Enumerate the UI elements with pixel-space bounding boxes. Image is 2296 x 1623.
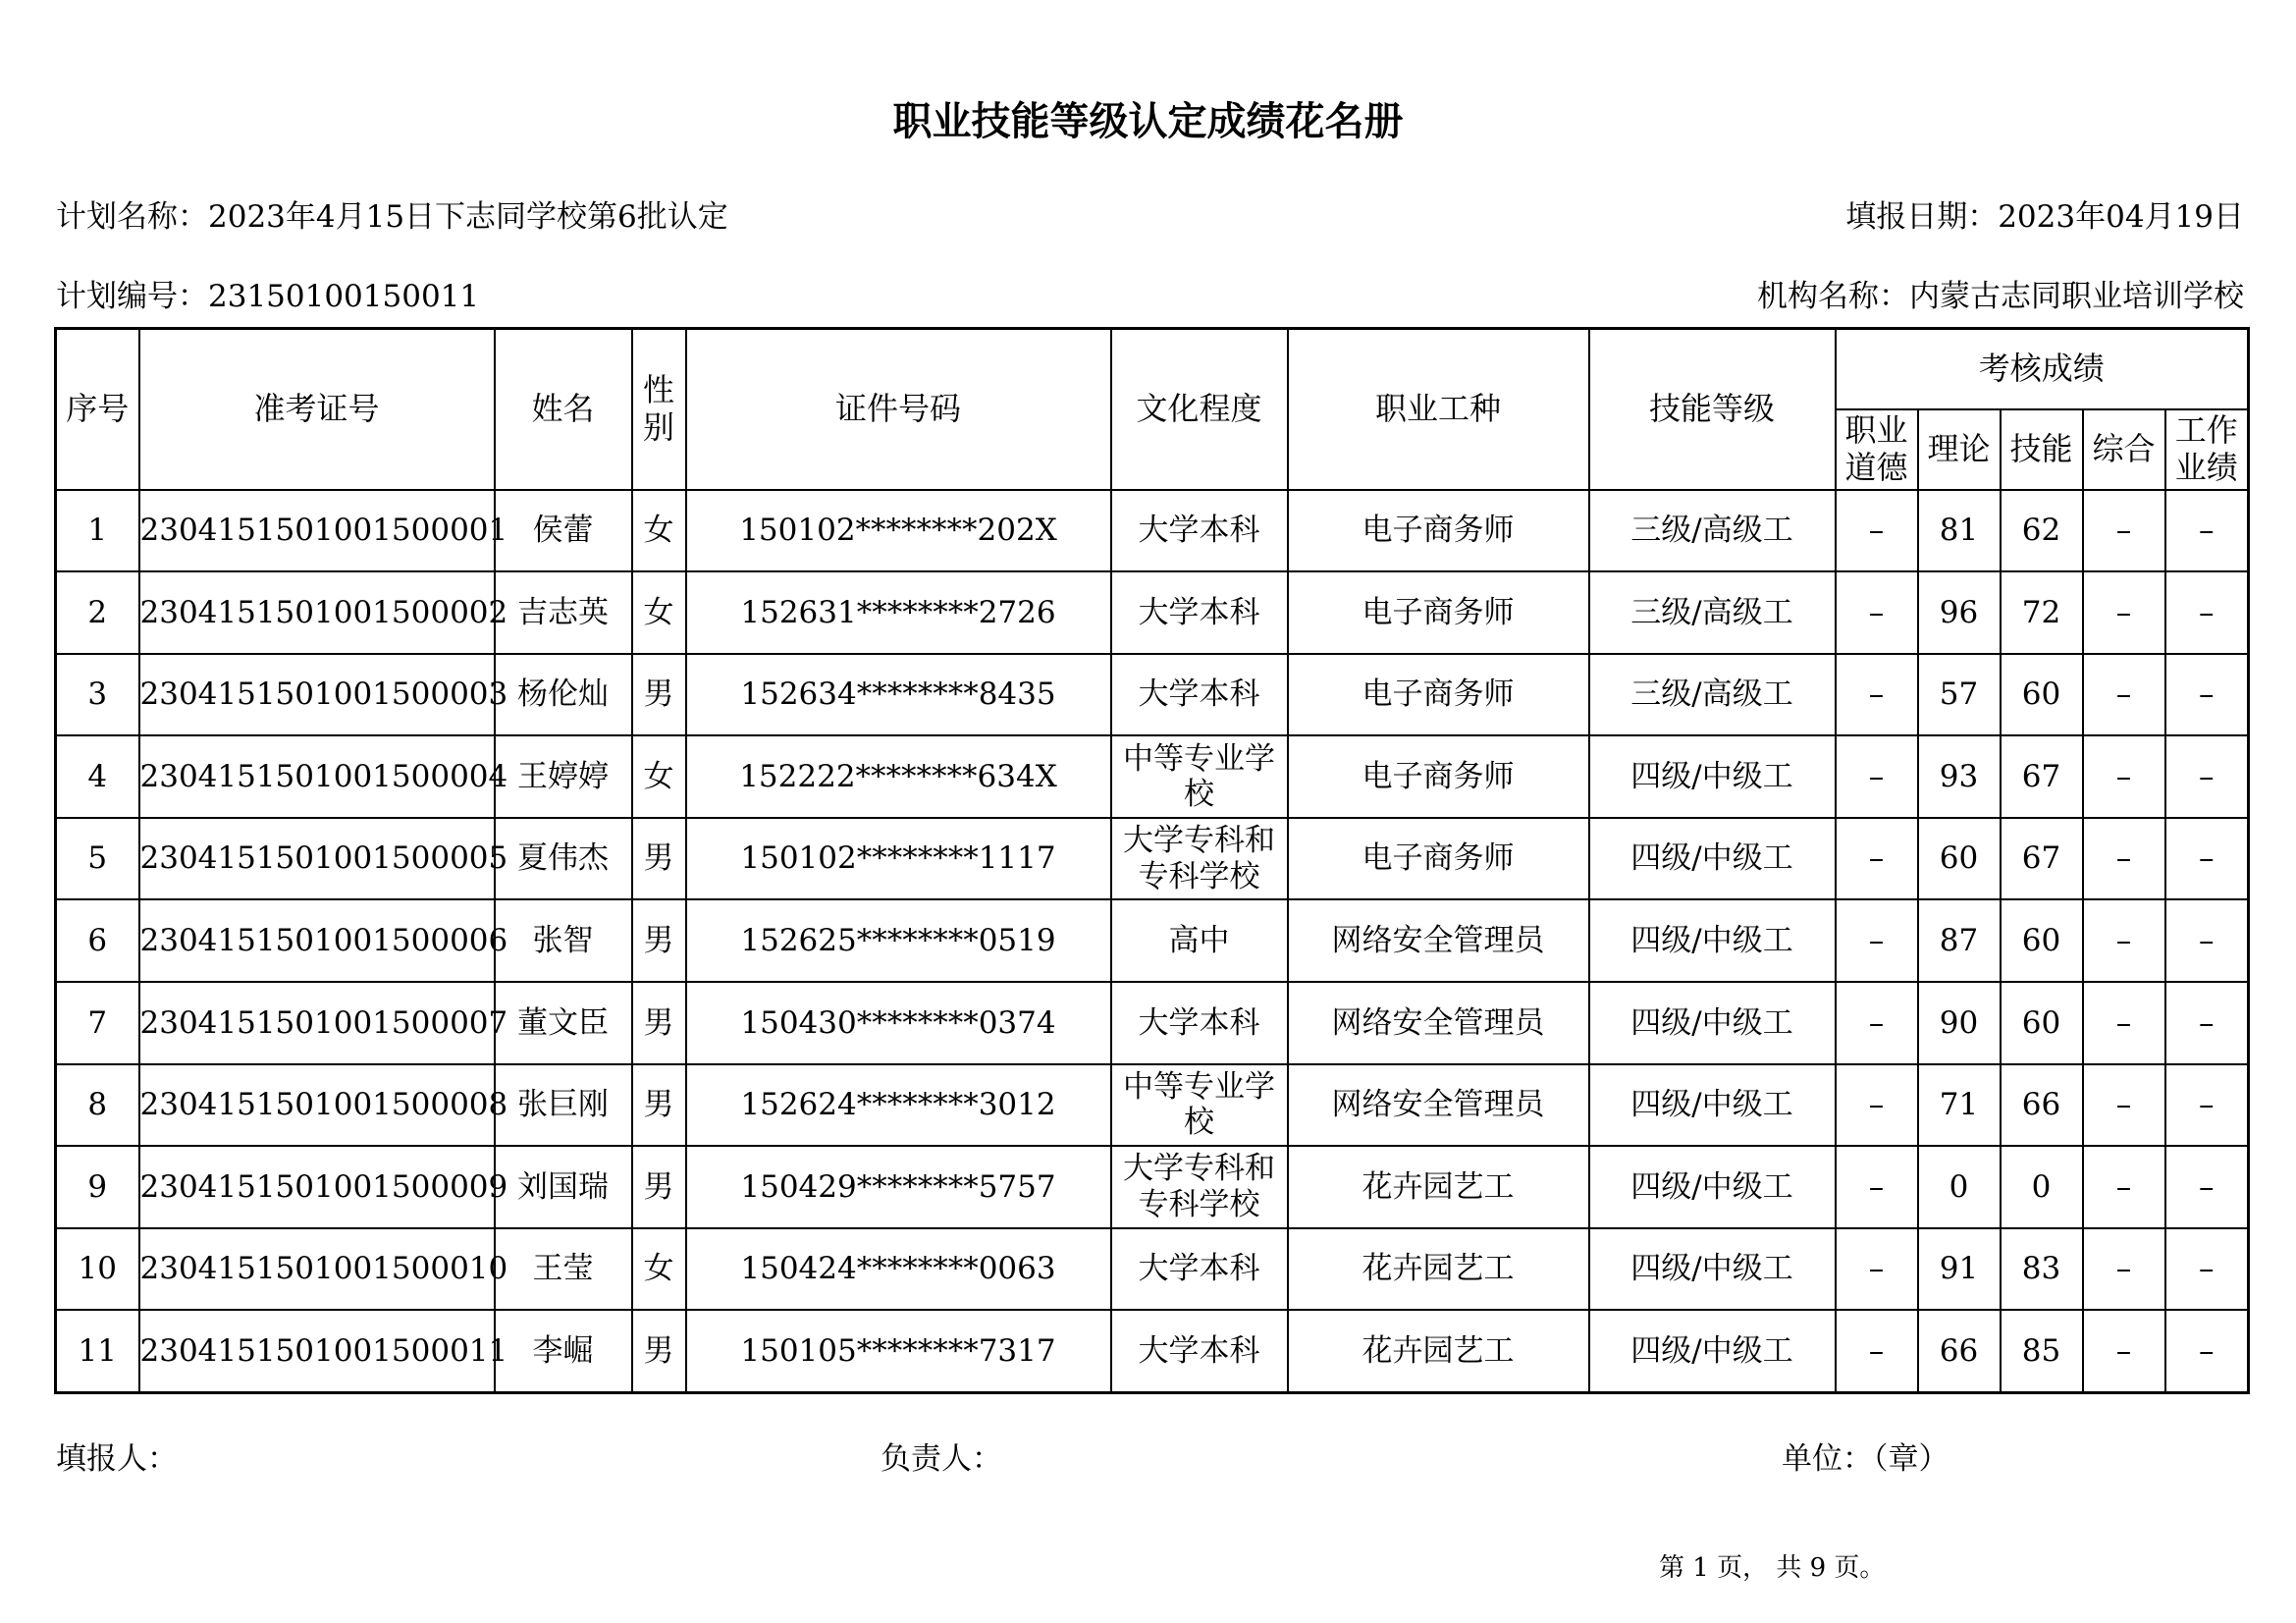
cell-seq: 4 xyxy=(56,735,139,818)
header-name: 姓名 xyxy=(495,329,632,490)
footer-unit: 单位：（章） xyxy=(1782,1441,1949,1477)
cell-seq: 2 xyxy=(56,571,139,654)
cell-ethics: – xyxy=(1836,654,1918,736)
cell-gender: 男 xyxy=(632,1146,686,1228)
cell-name: 王莹 xyxy=(495,1228,632,1311)
cell-level: 四级/中级工 xyxy=(1589,735,1836,818)
cell-edu-line1: 大学本科 xyxy=(1138,676,1260,713)
cell-gender: 男 xyxy=(632,1064,686,1147)
cell-name: 夏伟杰 xyxy=(495,818,632,900)
cell-exam-no: 2304151501001500010 xyxy=(139,1228,495,1311)
header-id-no: 证件号码 xyxy=(686,329,1111,490)
cell-theory: 66 xyxy=(1918,1310,2001,1392)
org-label: 机构名称： xyxy=(1757,279,1909,314)
table-row xyxy=(56,490,2249,572)
cell-ethics: – xyxy=(1836,735,1918,818)
page-title: 职业技能等级认定成绩花名册 xyxy=(892,99,1404,144)
cell-occupation: 电子商务师 xyxy=(1288,571,1589,654)
cell-skill: 67 xyxy=(2001,818,2083,900)
cell-theory: 71 xyxy=(1918,1064,2001,1147)
cell-level: 四级/中级工 xyxy=(1589,1228,1836,1311)
cell-work: – xyxy=(2165,490,2249,572)
cell-skill: 62 xyxy=(2001,490,2083,572)
cell-level: 四级/中级工 xyxy=(1589,1064,1836,1147)
cell-edu xyxy=(1111,1064,1288,1147)
cell-work: – xyxy=(2165,735,2249,818)
cell-gender: 男 xyxy=(632,1310,686,1392)
header-occupation: 职业工种 xyxy=(1288,329,1589,490)
cell-ethics: – xyxy=(1836,899,1918,982)
header-theory: 理论 xyxy=(1918,409,2001,490)
cell-skill: 60 xyxy=(2001,982,2083,1064)
cell-overall: – xyxy=(2083,490,2165,572)
cell-edu-line1: 大学专科和 xyxy=(1123,823,1275,859)
cell-work: – xyxy=(2165,1146,2249,1228)
cell-occupation: 网络安全管理员 xyxy=(1288,982,1589,1064)
cell-id-no: 150102********202X xyxy=(686,490,1111,572)
score-roster-table xyxy=(54,327,2250,1394)
cell-id-no: 152625********0519 xyxy=(686,899,1111,982)
cell-name: 侯蕾 xyxy=(495,490,632,572)
cell-edu-line1: 大学本科 xyxy=(1138,513,1260,548)
plan-name xyxy=(56,191,728,236)
cell-name: 吉志英 xyxy=(495,571,632,654)
cell-id-no: 150430********0374 xyxy=(686,982,1111,1064)
cell-name: 董文臣 xyxy=(495,982,632,1064)
cell-skill: 60 xyxy=(2001,899,2083,982)
cell-exam-no: 2304151501001500008 xyxy=(139,1064,495,1147)
cell-level: 三级/高级工 xyxy=(1589,654,1836,736)
header-gender xyxy=(632,329,686,490)
cell-work: – xyxy=(2165,818,2249,900)
cell-theory: 90 xyxy=(1918,982,2001,1064)
cell-gender: 女 xyxy=(632,1228,686,1311)
cell-edu xyxy=(1111,982,1288,1064)
cell-level: 四级/中级工 xyxy=(1589,818,1836,900)
cell-id-no: 150105********7317 xyxy=(686,1310,1111,1392)
header-gender-line2: 别 xyxy=(642,407,674,446)
cell-gender: 女 xyxy=(632,490,686,572)
report-date-label: 填报日期： xyxy=(1845,199,1999,235)
plan-code-value: 23150100150011 xyxy=(208,279,480,314)
cell-edu xyxy=(1111,899,1288,982)
cell-name: 王婷婷 xyxy=(495,735,632,818)
cell-skill: 72 xyxy=(2001,571,2083,654)
cell-work: – xyxy=(2165,654,2249,736)
cell-overall: – xyxy=(2083,899,2165,982)
cell-edu-line2: 校 xyxy=(1184,777,1214,813)
cell-edu xyxy=(1111,1228,1288,1311)
cell-edu xyxy=(1111,654,1288,736)
cell-edu xyxy=(1111,490,1288,572)
cell-id-no: 150424********0063 xyxy=(686,1228,1111,1311)
cell-gender: 男 xyxy=(632,982,686,1064)
cell-overall: – xyxy=(2083,1146,2165,1228)
cell-occupation: 电子商务师 xyxy=(1288,735,1589,818)
cell-gender: 男 xyxy=(632,818,686,900)
cell-name: 张巨刚 xyxy=(495,1064,632,1147)
cell-exam-no: 2304151501001500001 xyxy=(139,490,495,572)
cell-edu-line1: 大学本科 xyxy=(1138,1332,1260,1369)
roster-body xyxy=(56,490,2249,1393)
cell-theory: 81 xyxy=(1918,490,2001,572)
cell-occupation: 电子商务师 xyxy=(1288,490,1589,572)
cell-seq: 6 xyxy=(56,899,139,982)
header-level: 技能等级 xyxy=(1589,329,1836,490)
cell-overall: – xyxy=(2083,571,2165,654)
cell-edu-line2: 专科学校 xyxy=(1138,858,1260,894)
cell-work: – xyxy=(2165,1310,2249,1392)
cell-edu xyxy=(1111,735,1288,818)
table-row xyxy=(56,1228,2249,1311)
cell-seq: 1 xyxy=(56,490,139,572)
cell-theory: 96 xyxy=(1918,571,2001,654)
page-number: 第 1 页， 共 9 页。 xyxy=(1659,1553,1886,1583)
cell-level: 三级/高级工 xyxy=(1589,571,1836,654)
cell-skill: 83 xyxy=(2001,1228,2083,1311)
cell-occupation: 电子商务师 xyxy=(1288,818,1589,900)
table-row xyxy=(56,818,2249,900)
cell-occupation: 网络安全管理员 xyxy=(1288,899,1589,982)
table-row xyxy=(56,571,2249,654)
header-education: 文化程度 xyxy=(1111,329,1288,490)
cell-work: – xyxy=(2165,982,2249,1064)
cell-id-no: 152624********3012 xyxy=(686,1064,1111,1147)
cell-skill: 67 xyxy=(2001,735,2083,818)
cell-id-no: 152631********2726 xyxy=(686,571,1111,654)
cell-id-no: 150429********5757 xyxy=(686,1146,1111,1228)
cell-name: 杨伦灿 xyxy=(495,654,632,736)
report-date xyxy=(1845,191,2244,236)
cell-ethics: – xyxy=(1836,1228,1918,1311)
cell-overall: – xyxy=(2083,1064,2165,1147)
cell-work: – xyxy=(2165,571,2249,654)
cell-theory: 93 xyxy=(1918,735,2001,818)
table-row xyxy=(56,1146,2249,1228)
cell-edu-line1: 大学本科 xyxy=(1138,1004,1260,1041)
cell-name: 张智 xyxy=(495,899,632,982)
table-row xyxy=(56,735,2249,818)
header-work-line1: 工作 xyxy=(2174,410,2238,449)
cell-gender: 男 xyxy=(632,899,686,982)
cell-overall: – xyxy=(2083,654,2165,736)
cell-edu-line1: 大学本科 xyxy=(1138,1251,1260,1287)
cell-edu-line2: 校 xyxy=(1184,1105,1214,1141)
header-ethics-line2: 道德 xyxy=(1844,448,1908,486)
cell-seq: 5 xyxy=(56,818,139,900)
header-exam-no: 准考证号 xyxy=(139,329,495,490)
cell-work: – xyxy=(2165,1228,2249,1311)
cell-seq: 10 xyxy=(56,1228,139,1311)
cell-seq: 9 xyxy=(56,1146,139,1228)
cell-occupation: 花卉园艺工 xyxy=(1288,1146,1589,1228)
plan-name-value: 2023年4月15日下志同学校第6批认定 xyxy=(208,199,728,235)
cell-theory: 91 xyxy=(1918,1228,2001,1311)
cell-work: – xyxy=(2165,899,2249,982)
footer-responsible: 负责人： xyxy=(881,1441,1002,1477)
cell-gender: 女 xyxy=(632,571,686,654)
cell-occupation: 电子商务师 xyxy=(1288,654,1589,736)
cell-ethics: – xyxy=(1836,571,1918,654)
cell-occupation: 花卉园艺工 xyxy=(1288,1310,1589,1392)
cell-seq: 11 xyxy=(56,1310,139,1392)
cell-exam-no: 2304151501001500002 xyxy=(139,571,495,654)
footer-filler: 填报人： xyxy=(56,1441,178,1477)
cell-work: – xyxy=(2165,1064,2249,1147)
cell-exam-no: 2304151501001500004 xyxy=(139,735,495,818)
cell-exam-no: 2304151501001500011 xyxy=(139,1310,495,1392)
cell-ethics: – xyxy=(1836,818,1918,900)
cell-edu xyxy=(1111,1310,1288,1392)
cell-edu xyxy=(1111,1146,1288,1228)
cell-edu-line1: 大学本科 xyxy=(1138,594,1260,630)
cell-edu-line2: 专科学校 xyxy=(1138,1187,1260,1223)
header-overall: 综合 xyxy=(2083,409,2165,490)
cell-ethics: – xyxy=(1836,1146,1918,1228)
cell-ethics: – xyxy=(1836,1310,1918,1392)
header-ethics xyxy=(1836,409,1918,490)
cell-level: 四级/中级工 xyxy=(1589,982,1836,1064)
cell-edu-line1: 大学专科和 xyxy=(1123,1151,1275,1187)
cell-edu xyxy=(1111,818,1288,900)
cell-seq: 3 xyxy=(56,654,139,736)
cell-theory: 87 xyxy=(1918,899,2001,982)
cell-gender: 女 xyxy=(632,735,686,818)
cell-seq: 8 xyxy=(56,1064,139,1147)
cell-skill: 60 xyxy=(2001,654,2083,736)
cell-exam-no: 2304151501001500009 xyxy=(139,1146,495,1228)
org-name xyxy=(1757,271,2244,315)
plan-code-label: 计划编号： xyxy=(56,279,208,314)
cell-id-no: 152222********634X xyxy=(686,735,1111,818)
cell-level: 三级/高级工 xyxy=(1589,490,1836,572)
table-row xyxy=(56,982,2249,1064)
cell-name: 刘国瑞 xyxy=(495,1146,632,1228)
cell-exam-no: 2304151501001500006 xyxy=(139,899,495,982)
header-seq: 序号 xyxy=(56,329,139,490)
org-value: 内蒙古志同职业培训学校 xyxy=(1909,279,2244,314)
cell-occupation: 花卉园艺工 xyxy=(1288,1228,1589,1311)
cell-level: 四级/中级工 xyxy=(1589,1146,1836,1228)
header-work-line2: 业绩 xyxy=(2174,448,2238,486)
table-row xyxy=(56,1064,2249,1147)
cell-id-no: 150102********1117 xyxy=(686,818,1111,900)
cell-exam-no: 2304151501001500007 xyxy=(139,982,495,1064)
cell-theory: 60 xyxy=(1918,818,2001,900)
cell-edu xyxy=(1111,571,1288,654)
cell-skill: 0 xyxy=(2001,1146,2083,1228)
cell-level: 四级/中级工 xyxy=(1589,1310,1836,1392)
cell-exam-no: 2304151501001500005 xyxy=(139,818,495,900)
header-scores: 考核成绩 xyxy=(1836,329,2249,409)
cell-theory: 0 xyxy=(1918,1146,2001,1228)
cell-skill: 85 xyxy=(2001,1310,2083,1392)
cell-ethics: – xyxy=(1836,490,1918,572)
cell-gender: 男 xyxy=(632,654,686,736)
header-skill: 技能 xyxy=(2001,409,2083,490)
header-ethics-line1: 职业 xyxy=(1844,410,1908,449)
cell-overall: – xyxy=(2083,982,2165,1064)
cell-name: 李崛 xyxy=(495,1310,632,1392)
cell-ethics: – xyxy=(1836,1064,1918,1147)
table-row xyxy=(56,654,2249,736)
cell-edu-line1: 中等专业学 xyxy=(1123,740,1275,777)
cell-seq: 7 xyxy=(56,982,139,1064)
plan-name-label: 计划名称： xyxy=(56,199,208,235)
header-work xyxy=(2165,409,2249,490)
header-gender-line1: 性 xyxy=(642,371,674,408)
cell-overall: – xyxy=(2083,735,2165,818)
cell-edu-line1: 中等专业学 xyxy=(1123,1068,1275,1105)
cell-overall: – xyxy=(2083,1310,2165,1392)
cell-level: 四级/中级工 xyxy=(1589,899,1836,982)
table-row xyxy=(56,1310,2249,1392)
cell-skill: 66 xyxy=(2001,1064,2083,1147)
cell-occupation: 网络安全管理员 xyxy=(1288,1064,1589,1147)
cell-exam-no: 2304151501001500003 xyxy=(139,654,495,736)
table-row xyxy=(56,899,2249,982)
cell-theory: 57 xyxy=(1918,654,2001,736)
cell-overall: – xyxy=(2083,1228,2165,1311)
cell-edu-line1: 高中 xyxy=(1168,922,1230,958)
cell-ethics: – xyxy=(1836,982,1918,1064)
plan-code xyxy=(56,271,479,315)
cell-id-no: 152634********8435 xyxy=(686,654,1111,736)
report-date-value: 2023年04月19日 xyxy=(1998,199,2244,235)
cell-overall: – xyxy=(2083,818,2165,900)
